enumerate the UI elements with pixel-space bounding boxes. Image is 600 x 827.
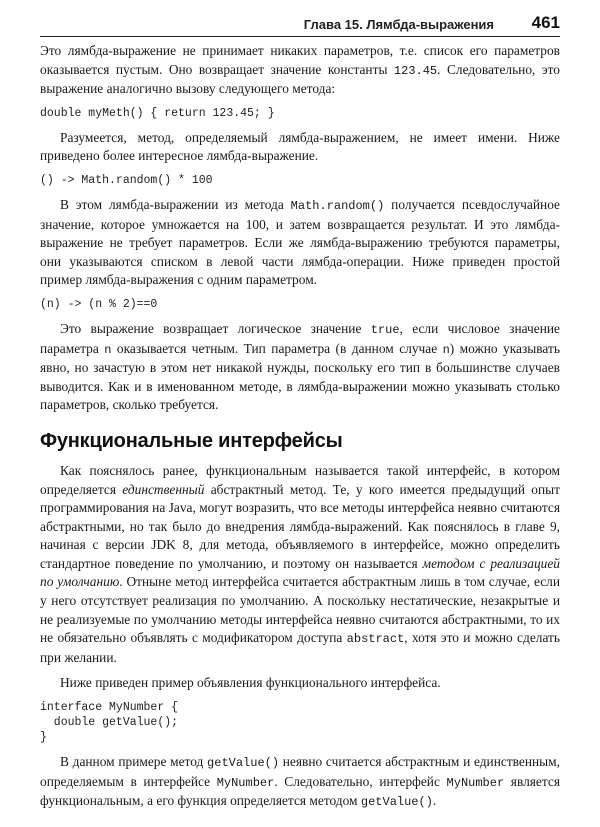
paragraph-4-text-b: , если числовое значение параметра — [40, 320, 560, 356]
paragraph-3 — [40, 196, 560, 290]
code-block-mymeth: double myMeth() { return 123.45; } — [40, 106, 275, 120]
paragraph-7-text-c: . Следовательно, интерфейс — [274, 773, 447, 789]
page-body — [40, 42, 560, 819]
paragraph-4-code-n-2: n — [442, 342, 450, 357]
paragraph-4-text-d: ) можно указывать явно, но зачастую в этом нет никакой нужды, поскольку его тип в большинстве случаев выводится. Как и в именованном методе, в лямбда-выражении можно указывать столько параметров, сколько требуется. — [40, 340, 560, 413]
paragraph-7-text-a: В данном примере метод — [60, 754, 208, 770]
paragraph-4-text-a: Это выражение возвращает логическое значение — [60, 320, 371, 336]
paragraph-5-text-d: , хотя это и можно сделать при желании. — [40, 630, 560, 665]
paragraph-4-text-c: оказывается четным. Тип параметра (в данном случае — [111, 340, 443, 356]
code-block-math-random: () -> Math.random() * 100 — [40, 173, 213, 187]
paragraph-4-code-true: true — [370, 322, 400, 337]
page-header — [40, 14, 560, 37]
paragraph-1 — [40, 42, 560, 99]
code-block-interface: interface MyNumber { double getValue(); } — [40, 701, 179, 745]
page-number: 461 — [531, 13, 560, 32]
paragraph-5-emphasis-single: единственный — [122, 481, 205, 497]
paragraph-1-code-constant: 123.45 — [393, 63, 438, 78]
paragraph-3-code-math-random: Math.random() — [290, 198, 385, 213]
paragraph-6: Ниже приведен пример объявления функционального интерфейса. — [60, 675, 441, 691]
paragraph-7-code-getvalue-2: getValue() — [360, 795, 433, 810]
paragraph-7 — [40, 753, 560, 812]
paragraph-7-text-e: . — [432, 793, 437, 809]
paragraph-4 — [40, 320, 560, 415]
paragraph-1-text-b: . Следовательно, это выражение аналогично вызову следующего метода: — [40, 61, 560, 97]
paragraph-7-code-mynumber-2: MyNumber — [446, 775, 505, 790]
paragraph-5-text-c: . Отныне метод интерфейса считается абстрактным лишь в том случае, если у него отсутствует реализация по умолчанию. А поскольку нестатические, незакрытые и не реализуемые по умолчанию методы интерфейса неявно считаются абстрактными, то их не обязательно объявлять с модификатором доступа — [40, 574, 561, 646]
paragraph-5-text-a: Как пояснялось ранее, функциональным называется такой интерфейс, в котором определяется — [40, 462, 560, 497]
paragraph-5-text-b: абстрактный метод. Те, у кого имеется предыдущий опыт программирования на Java, могут возразить, что все методы интерфейса неявно считаются абстрактными, но так было до внедрения лямбда-выражений. Как пояснялось в главе 9, начиная с версии JDK 8, для метода, объявляемого в интерфейсе, можно определить стандартное поведение по умолчанию, и поэтому он называется — [40, 481, 560, 571]
paragraph-7-code-getvalue: getValue() — [207, 756, 280, 771]
paragraph-4-code-n: n — [104, 342, 112, 357]
paragraph-5 — [40, 462, 560, 668]
paragraph-7-text-d: является функциональным, а его функция определяется методом — [40, 773, 560, 809]
paragraph-2: Разумеется, метод, определяемый лямбда-выражением, не имеет имени. Ниже приведено более интересное лямбда-выражение. — [40, 129, 560, 164]
paragraph-1-text-a: Это лямбда-выражение не принимает никаких параметров, т.е. список его параметров оказывается пустым. Оно возвращает значение константы — [40, 43, 560, 77]
paragraph-3-text-a: В этом лямбда-выражении из метода — [60, 196, 291, 212]
chapter-title: Глава 15. Лямбда-выражения — [303, 17, 494, 32]
paragraph-7-text-b: неявно считается абстрактным и единственным, определяемым в интерфейсе — [40, 754, 561, 789]
paragraph-5-emphasis-default-method: методом с реализацией по умолчанию — [40, 555, 560, 590]
paragraph-3-text-b: получается псевдослучайное значение, которое умножается на 100, и затем возвращается результат. И это лямбда-выражение не требует параметров. Если же лямбда-выражению требуются параметры, они указываются списком в левой части лямбда-операции. Ниже приведен простой пример лямбда-выражения с одним параметром. — [40, 196, 560, 288]
section-heading: Функциональные интерфейсы — [40, 429, 343, 452]
paragraph-7-code-mynumber: MyNumber — [216, 775, 275, 790]
paragraph-5-code-abstract: abstract — [346, 632, 405, 647]
code-block-even-check: (n) -> (n % 2)==0 — [40, 297, 158, 311]
